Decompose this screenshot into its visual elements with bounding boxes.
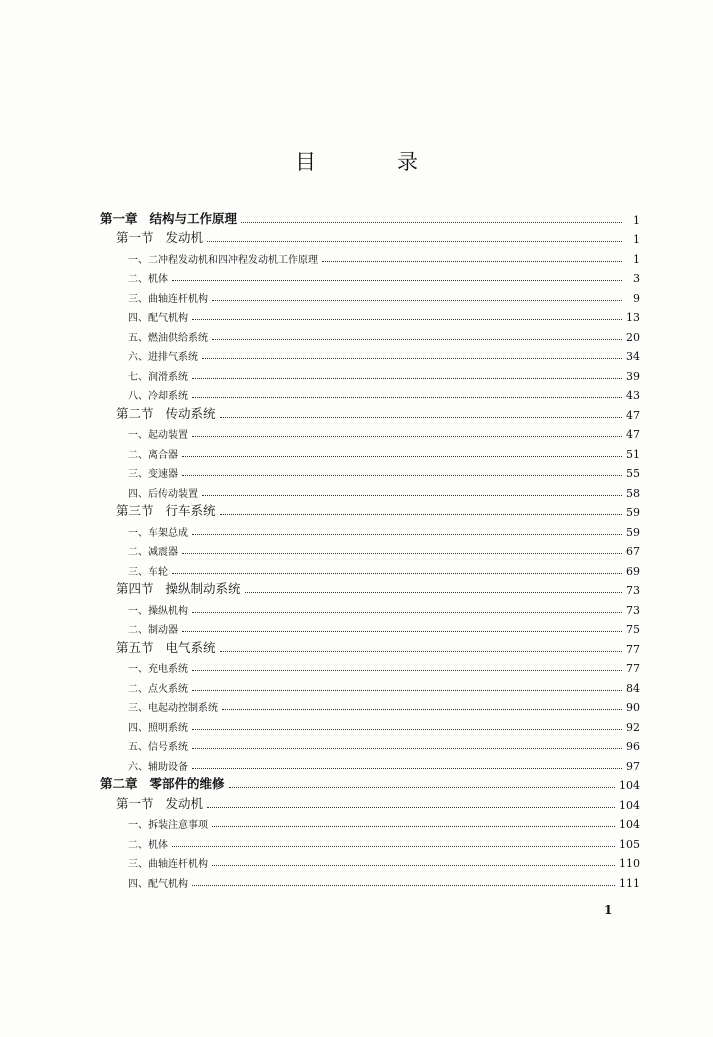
toc-page-number: 73 — [626, 584, 640, 597]
toc-page-number: 97 — [626, 759, 640, 773]
toc-entry-title — [128, 816, 208, 831]
toc-entry-title — [128, 426, 188, 441]
toc-item-row — [100, 695, 640, 715]
toc-item-row — [100, 266, 640, 286]
page-number: 1 — [604, 903, 613, 917]
toc-chapter-row — [100, 773, 640, 793]
dot-leader — [192, 435, 622, 437]
toc-entry-title — [128, 251, 318, 266]
toc-chapter-row — [100, 207, 640, 227]
toc-item-row — [100, 714, 640, 734]
toc-entry-title — [128, 563, 168, 578]
toc-entry-title — [128, 446, 178, 461]
toc-item-row — [100, 870, 640, 890]
toc-page-number: 96 — [626, 740, 640, 753]
toc-section-row — [100, 792, 640, 812]
dot-leader — [192, 669, 622, 671]
toc-item-row — [100, 851, 640, 871]
dot-leader — [192, 728, 622, 730]
dot-leader — [220, 513, 622, 515]
toc-entry-title — [128, 290, 208, 305]
dot-leader — [207, 240, 622, 242]
toc-entry-title — [116, 794, 203, 812]
toc-item-row — [100, 344, 640, 364]
table-of-contents — [100, 207, 640, 890]
toc-entry-text: 五、燃油供给系统 — [128, 332, 208, 344]
toc-page-number: 47 — [626, 408, 640, 422]
dot-leader — [322, 260, 622, 262]
toc-entry-title — [100, 209, 237, 227]
toc-page-number: 75 — [626, 623, 640, 636]
toc-entry-title — [128, 836, 168, 851]
toc-page-number: 13 — [626, 311, 640, 324]
toc-item-row — [100, 422, 640, 442]
toc-page-number: 69 — [626, 564, 640, 578]
toc-entry-text: 一、二冲程发动机和四冲程发动机工作原理 — [128, 254, 318, 266]
toc-item-row — [100, 441, 640, 461]
toc-entry-text: 四、照明系统 — [128, 722, 188, 734]
toc-entry-title — [128, 309, 188, 324]
toc-entry-text: 一、充电系统 — [128, 664, 188, 675]
toc-entry-text: 二、离合器 — [128, 449, 178, 461]
toc-entry-text: 三、电起动控制系统 — [128, 703, 218, 714]
dot-leader — [192, 533, 622, 535]
toc-page-number: 1 — [633, 233, 640, 246]
toc-entry-title — [128, 602, 188, 617]
dot-leader — [229, 786, 615, 788]
toc-section-row — [100, 402, 640, 422]
toc-entry-title — [128, 465, 178, 480]
dot-leader — [182, 630, 622, 632]
toc-item-row — [100, 831, 640, 851]
toc-page-number: 73 — [626, 603, 640, 617]
dot-leader — [220, 650, 622, 652]
dot-leader — [172, 845, 615, 847]
toc-entry-text: 操纵制动系统 — [165, 581, 241, 596]
toc-entry-text: 一、起动装置 — [128, 430, 188, 441]
toc-page-number: 111 — [619, 876, 640, 890]
toc-entry-title — [128, 738, 188, 753]
toc-item-row — [100, 753, 640, 773]
dot-leader — [192, 396, 622, 398]
dot-leader — [182, 552, 622, 554]
toc-page-number: 20 — [626, 330, 640, 344]
toc-entry-number: 第五节 — [116, 639, 154, 655]
toc-entry-text: 五、信号系统 — [128, 742, 188, 753]
toc-entry-title — [116, 638, 216, 656]
toc-entry-text: 八、冷却系统 — [128, 391, 188, 402]
toc-entry-text: 传动系统 — [165, 405, 216, 421]
toc-page-number: 67 — [626, 545, 640, 558]
toc-entry-text: 二、点火系统 — [128, 683, 188, 695]
toc-entry-text: 四、配气机构 — [128, 878, 188, 890]
toc-item-row — [100, 480, 640, 500]
dot-leader — [241, 221, 622, 223]
dot-leader — [192, 377, 622, 379]
toc-page-number: 105 — [619, 837, 640, 851]
toc-entry-title — [128, 524, 188, 539]
toc-item-row — [100, 305, 640, 325]
dot-leader — [212, 825, 615, 827]
toc-entry-text: 二、机体 — [128, 274, 168, 285]
toc-page-number: 110 — [619, 857, 640, 870]
dot-leader — [222, 708, 622, 710]
toc-page-number: 84 — [626, 681, 640, 695]
dot-leader — [212, 864, 615, 866]
toc-entry-title — [116, 579, 241, 597]
dot-leader — [245, 591, 622, 593]
toc-entry-text: 一、车架总成 — [128, 527, 188, 539]
toc-item-row — [100, 812, 640, 832]
toc-entry-title — [128, 368, 188, 383]
dot-leader — [192, 747, 622, 749]
dot-leader — [220, 416, 622, 418]
toc-entry-title — [128, 348, 198, 363]
toc-page-number: 51 — [626, 447, 640, 461]
toc-item-row — [100, 246, 640, 266]
toc-entry-text: 七、润滑系统 — [128, 371, 188, 383]
toc-item-row — [100, 558, 640, 578]
dot-leader — [207, 806, 615, 808]
toc-entry-title — [128, 680, 188, 695]
toc-entry-text: 行车系统 — [165, 503, 216, 518]
toc-item-row — [100, 461, 640, 481]
dot-leader — [182, 474, 622, 476]
toc-item-row — [100, 597, 640, 617]
toc-page-number: 55 — [626, 467, 640, 480]
toc-page-number: 39 — [626, 369, 640, 383]
toc-item-row — [100, 363, 640, 383]
toc-entry-text: 三、变速器 — [128, 469, 178, 480]
dot-leader — [182, 455, 622, 457]
toc-entry-text: 四、配气机构 — [128, 313, 188, 324]
toc-entry-text: 一、拆装注意事项 — [128, 820, 208, 831]
dot-leader — [212, 299, 622, 301]
toc-entry-title — [128, 543, 178, 558]
dot-leader — [172, 279, 622, 281]
toc-entry-text: 结构与工作原理 — [149, 210, 238, 226]
toc-page-number: 9 — [633, 291, 640, 305]
toc-item-row — [100, 285, 640, 305]
toc-item-row — [100, 324, 640, 344]
toc-page-number: 104 — [619, 818, 640, 831]
toc-entry-text: 二、制动器 — [128, 625, 178, 636]
toc-entry-text: 一、操纵机构 — [128, 605, 188, 617]
toc-item-row — [100, 675, 640, 695]
toc-section-row — [100, 227, 640, 247]
toc-page-number: 1 — [633, 252, 640, 266]
toc-item-row — [100, 539, 640, 559]
toc-section-row — [100, 500, 640, 520]
toc-entry-number: 第二章 — [100, 776, 138, 791]
toc-entry-title — [128, 621, 178, 636]
toc-page-number: 43 — [626, 389, 640, 402]
toc-entry-title — [128, 270, 168, 285]
toc-entry-text: 发动机 — [165, 795, 204, 811]
dot-leader — [192, 611, 622, 613]
toc-page-number: 92 — [626, 720, 640, 734]
toc-entry-text: 六、辅助设备 — [128, 761, 188, 773]
toc-item-row — [100, 519, 640, 539]
dot-leader — [212, 338, 622, 340]
toc-page-number: 47 — [626, 428, 640, 441]
toc-entry-title — [128, 329, 208, 344]
toc-page-number: 104 — [619, 798, 640, 812]
toc-page-number: 34 — [626, 350, 640, 363]
toc-item-row — [100, 656, 640, 676]
dot-leader — [192, 767, 622, 769]
toc-entry-text: 三、曲轴连杆机构 — [128, 293, 208, 305]
toc-entry-number: 第四节 — [116, 581, 154, 596]
toc-entry-title — [128, 758, 188, 773]
toc-entry-number: 第一节 — [116, 795, 154, 811]
toc-entry-text: 发动机 — [165, 230, 204, 245]
toc-entry-number: 第二节 — [116, 405, 154, 421]
toc-entry-number: 第一节 — [116, 230, 154, 245]
toc-entry-text: 六、进排气系统 — [128, 352, 198, 363]
page-title: 目 录 — [295, 150, 448, 174]
toc-entry-title — [128, 387, 188, 402]
toc-entry-text: 三、车轮 — [128, 566, 168, 578]
toc-page-number: 77 — [626, 642, 640, 656]
toc-entry-text: 零部件的维修 — [149, 776, 225, 791]
toc-entry-text: 三、曲轴连杆机构 — [128, 859, 208, 870]
toc-section-row — [100, 636, 640, 656]
toc-entry-text: 四、后传动装置 — [128, 488, 198, 500]
dot-leader — [172, 572, 622, 574]
toc-item-row — [100, 617, 640, 637]
toc-entry-title — [128, 875, 188, 890]
toc-entry-title — [128, 485, 198, 500]
toc-entry-number: 第三节 — [116, 503, 154, 518]
dot-leader — [192, 689, 622, 691]
toc-entry-title — [128, 660, 188, 675]
toc-page-number: 1 — [633, 213, 640, 227]
toc-entry-title — [128, 719, 188, 734]
dot-leader — [192, 318, 622, 320]
toc-page-number: 104 — [619, 779, 640, 792]
toc-page-number: 77 — [626, 662, 640, 675]
toc-entry-text: 电气系统 — [165, 639, 216, 655]
toc-entry-number: 第一章 — [100, 210, 138, 226]
toc-item-row — [100, 383, 640, 403]
dot-leader — [192, 884, 615, 886]
toc-item-row — [100, 734, 640, 754]
toc-entry-text: 二、减震器 — [128, 547, 178, 558]
toc-page-number: 58 — [626, 486, 640, 500]
toc-entry-title — [128, 699, 218, 714]
toc-page-number: 3 — [633, 272, 640, 285]
toc-entry-title — [116, 404, 216, 422]
toc-section-row — [100, 578, 640, 598]
toc-entry-text: 二、机体 — [128, 839, 168, 851]
toc-page-number: 59 — [626, 506, 640, 519]
toc-entry-title — [116, 501, 216, 519]
toc-entry-title — [116, 228, 203, 246]
toc-page-number: 59 — [626, 525, 640, 539]
toc-page-number: 90 — [626, 701, 640, 714]
dot-leader — [202, 494, 622, 496]
toc-entry-title — [100, 774, 225, 792]
toc-entry-title — [128, 855, 208, 870]
dot-leader — [202, 357, 622, 359]
